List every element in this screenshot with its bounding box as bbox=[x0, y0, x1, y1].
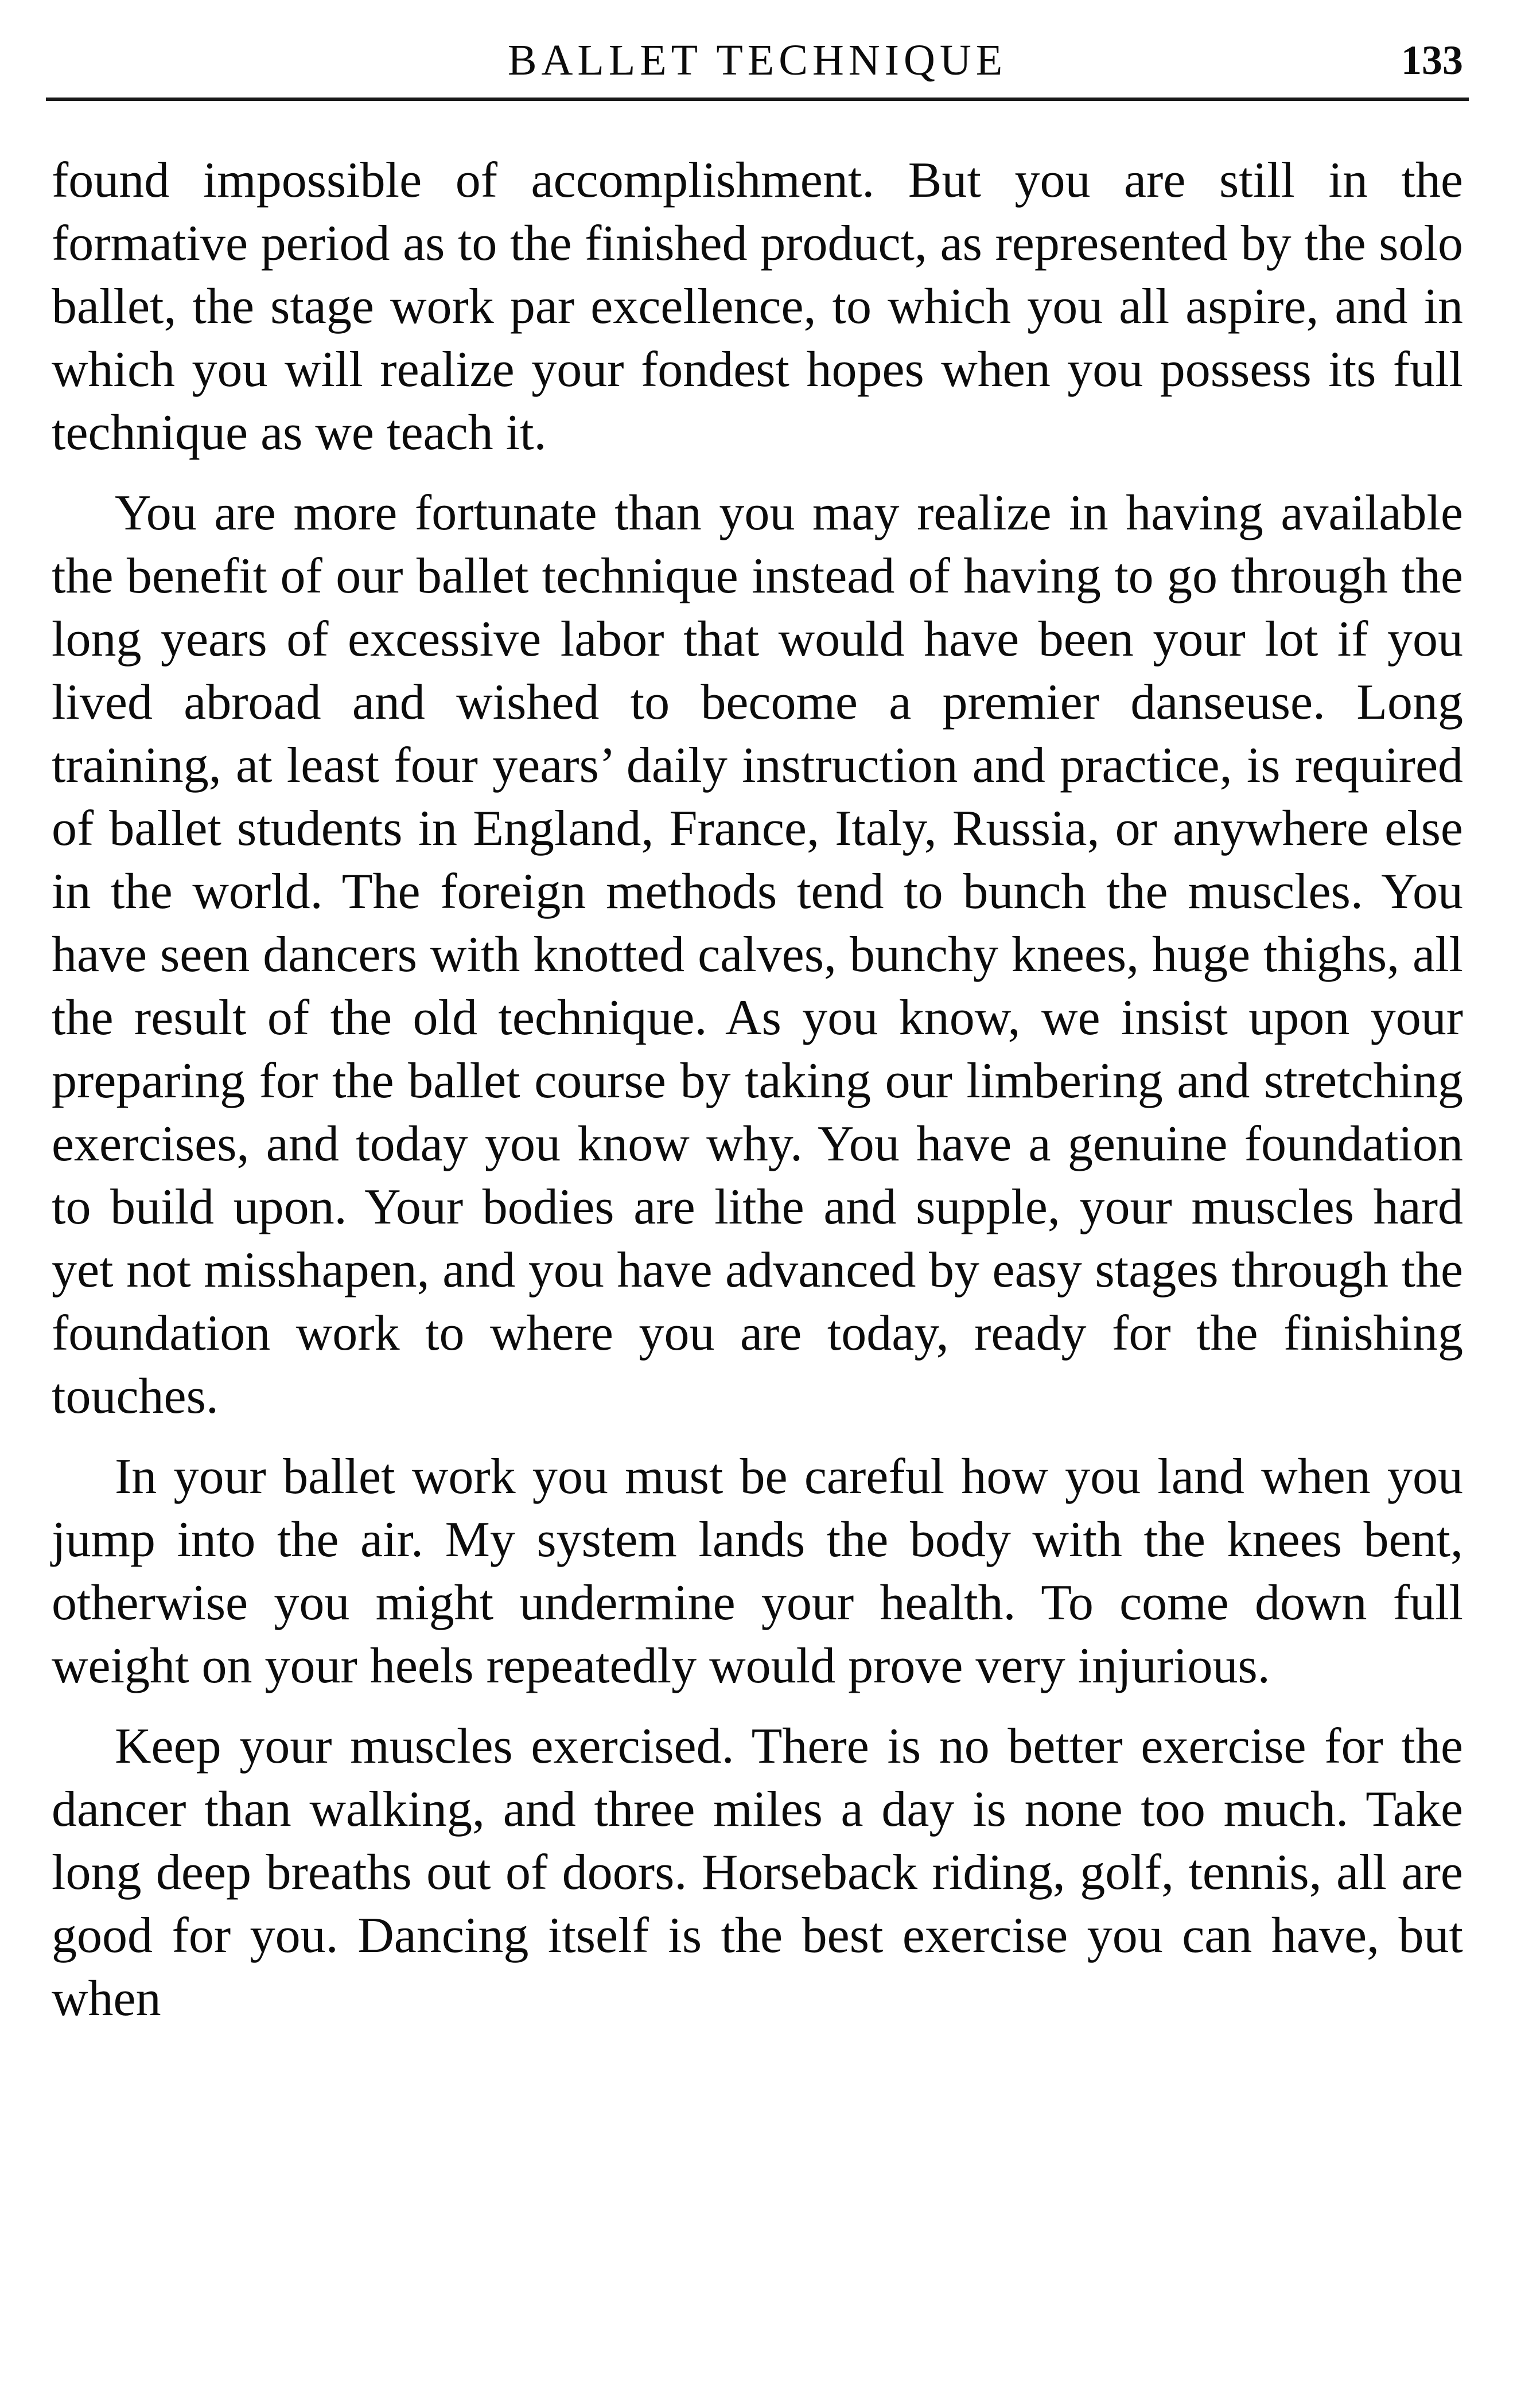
running-title: BALLET TECHNIQUE bbox=[507, 36, 1007, 84]
running-head bbox=[52, 29, 1463, 92]
paragraph-1: found impossible of accomplishment. But you are still in the formative period as to the finished product, as represented by the solo ballet, the stage work par excellence, to which you all aspire, and in which you will realize your fondest hopes when you possess its full technique as we teach it. bbox=[52, 153, 1463, 461]
page-number: 133 bbox=[1401, 37, 1463, 83]
body-text bbox=[52, 149, 1463, 2031]
header-rule bbox=[46, 98, 1469, 101]
paragraph-3: In your ballet work you must be careful how you land when you jump into the air. My system lands the body with the knees bent, otherwise you might undermine your health. To come down full weight on your heels repeatedly would prove very injurious. bbox=[52, 1449, 1463, 1694]
paragraph-4: Keep your muscles exercised. There is no better exercise for the dancer than walking, and three miles a day is none too much. Take long deep breaths out of doors. Horseback riding, golf, tennis, all are good for you. Dancing itself is the best exercise you can have, but when bbox=[52, 1719, 1463, 2027]
paragraph-2: You are more fortunate than you may realize in having available the benefit of our ballet technique instead of having to go through the long years of excessive labor that would have been your lot if you lived abroad and wished to become a premier danseuse. Long training, at least four years’ daily instruction and practice, is required of ballet students in England, France, Italy, Russia, or anywhere else in the world. The foreign methods tend to bunch the muscles. You have seen dancers with knotted calves, bunchy knees, huge thighs, all the result of the old technique. As you know, we insist upon your preparing for the ballet course by taking our limbering and stretching exercises, and today you know why. You have a genuine foundation to build upon. Your bodies are lithe and supple, your muscles hard yet not misshapen, and you have advanced by easy stages through the foundation work to where you are today, ready for the finishing touches. bbox=[52, 485, 1463, 1424]
